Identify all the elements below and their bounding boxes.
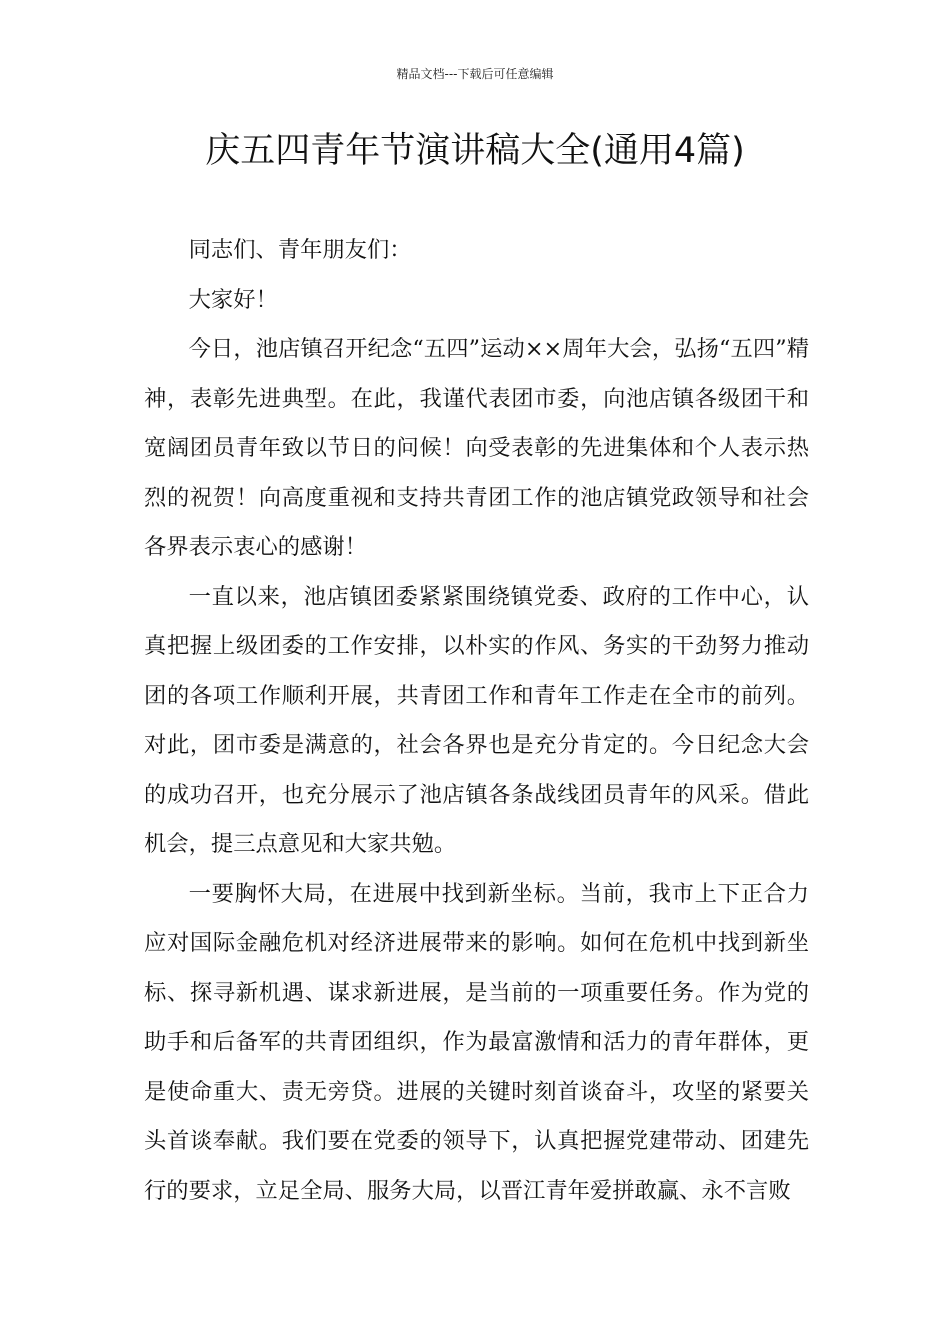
body-paragraph: 一直以来，池店镇团委紧紧围绕镇党委、政府的工作中心，认真把握上级团委的工作安排，以朴实的作风、务实的干劲努力推动团的各项工作顺利开展，共青团工作和青年工作走在全市的前列。对此，团市委是满意的，社会各界也是充分肯定的。今日纪念大会的成功召开，也充分展示了池店镇各条战线团员青年的风采。借此机会，提三点意见和大家共勉。 [144,583,809,857]
body-paragraph: 一要胸怀大局，在进展中找到新坐标。当前，我市上下正合力应对国际金融危机对经济进展带来的影响。如何在危机中找到新坐标、探寻新机遇、谋求新进展，是当前的一项重要任务。作为党的助手和后备军的共青团组织，作为最富激情和活力的青年群体，更是使命重大、责无旁贷。进展的关键时刻首谈奋斗，攻坚的紧要关头首谈奉献。我们要在党委的领导下，认真把握党建带动、团建先行的要求，立足全局、服务大局，以晋江青年爱拼敢赢、永不言败 [144,880,809,1204]
document-body [144,226,809,1216]
document-title: 庆五四青年节演讲稿大全(通用4篇) [205,131,745,171]
page-header-note: 精品文档---下载后可任意编辑 [396,67,554,81]
body-paragraph: 今日，池店镇召开纪念“五四”运动××周年大会，弘扬“五四”精神，表彰先进典型。在此，我谨代表团市委，向池店镇各级团干和宽阔团员青年致以节日的问候！向受表彰的先进集体和个人表示热烈的祝贺！向高度重视和支持共青团工作的池店镇党政领导和社会各界表示衷心的感谢！ [144,336,809,560]
salutation-paragraph: 同志们、青年朋友们： [188,237,412,263]
greeting-paragraph: 大家好！ [188,286,278,313]
